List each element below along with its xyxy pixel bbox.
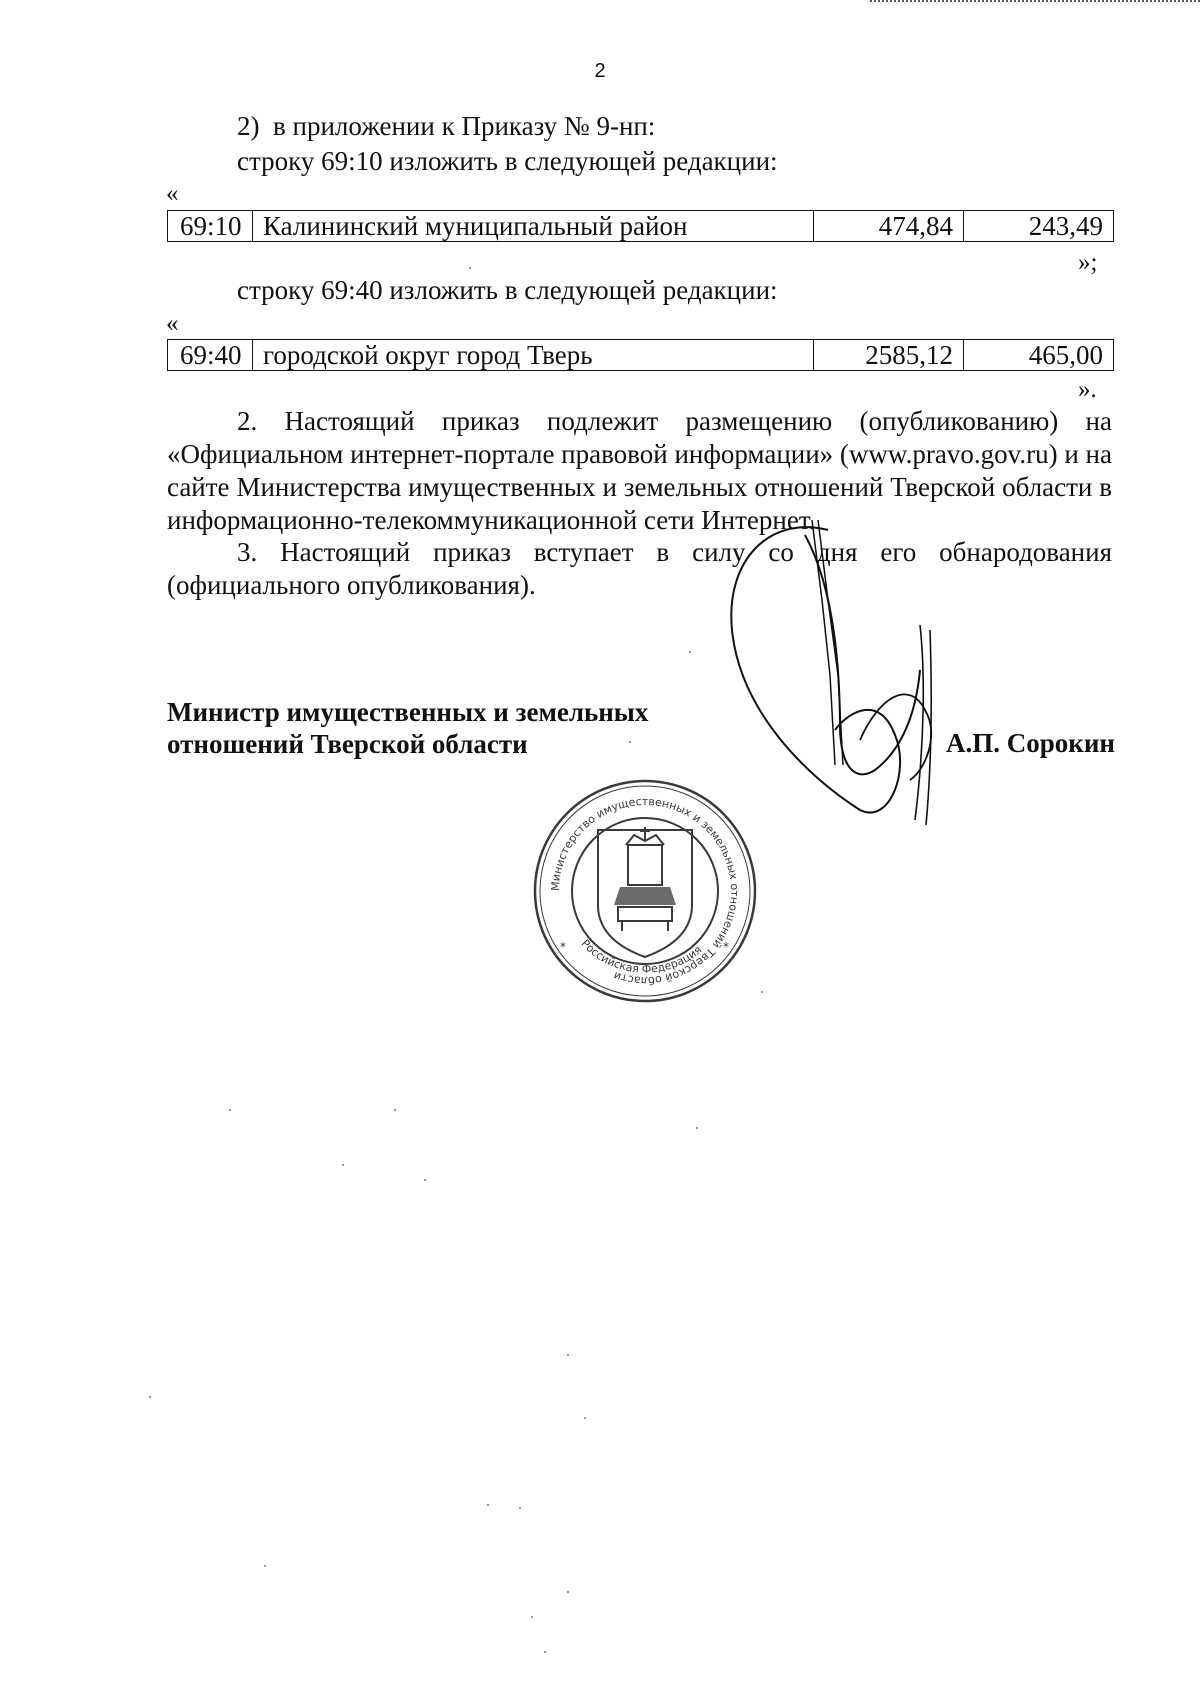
- open-quote: «: [166, 180, 179, 207]
- row-value-2: 243,49: [964, 211, 1114, 242]
- official-seal: [530, 775, 760, 1007]
- paragraph: [167, 405, 1112, 537]
- scan-edge-line: [870, 0, 1200, 2]
- table-row: [168, 340, 1114, 371]
- row-name: Калининский муниципальный район: [253, 211, 814, 242]
- seal-ring-text: Министерство имущественных и земельных отношений Тверской области: [548, 794, 742, 988]
- paragraph-text: 3. Настоящий приказ вступает в силу со дня его обнародования (официального опубликования).: [167, 537, 1112, 600]
- svg-text:*: *: [560, 940, 566, 954]
- open-quote: «: [166, 310, 179, 337]
- section-intro-text: в приложении к Приказу № 9-нп:: [273, 111, 656, 141]
- section-intro: [237, 110, 655, 142]
- signatory-title-line: Министр имущественных и земельных: [167, 697, 649, 727]
- signatory-title: [167, 696, 648, 760]
- amendment-table: [167, 210, 1114, 242]
- row-code: 69:10: [168, 211, 253, 242]
- row-name: городской округ город Тверь: [253, 340, 814, 371]
- section-item-number: 2): [237, 111, 260, 141]
- signatory-title-line: отношений Тверской области: [167, 729, 528, 759]
- row-value-2: 465,00: [964, 340, 1114, 371]
- table-row: [168, 211, 1114, 242]
- row-code: 69:40: [168, 340, 253, 371]
- row-value-1: 2585,12: [814, 340, 964, 371]
- row-value-1: 474,84: [814, 211, 964, 242]
- seal-bottom-text: Российская Федерация: [578, 937, 705, 976]
- close-quote: ».: [1078, 376, 1097, 403]
- page-number: 2: [594, 60, 606, 82]
- svg-text:*: *: [723, 940, 729, 954]
- amendment-instruction: строку 69:10 изложить в следующей редакции:: [237, 146, 778, 176]
- paragraph-text: 2. Настоящий приказ подлежит размещению (опубликованию) на «Официальном интернет-портале правовой информации» (www.pravo.gov.ru) и на сайте Министерства имущественных и земельных отношений Тверской области в информационно-телекоммуникационной сети Интернет.: [167, 406, 1112, 535]
- signatory-name: А.П. Сорокин: [946, 728, 1115, 758]
- amendment-table: [167, 339, 1114, 371]
- amendment-instruction: строку 69:40 изложить в следующей редакции:: [237, 275, 778, 305]
- close-quote: »;: [1078, 249, 1098, 276]
